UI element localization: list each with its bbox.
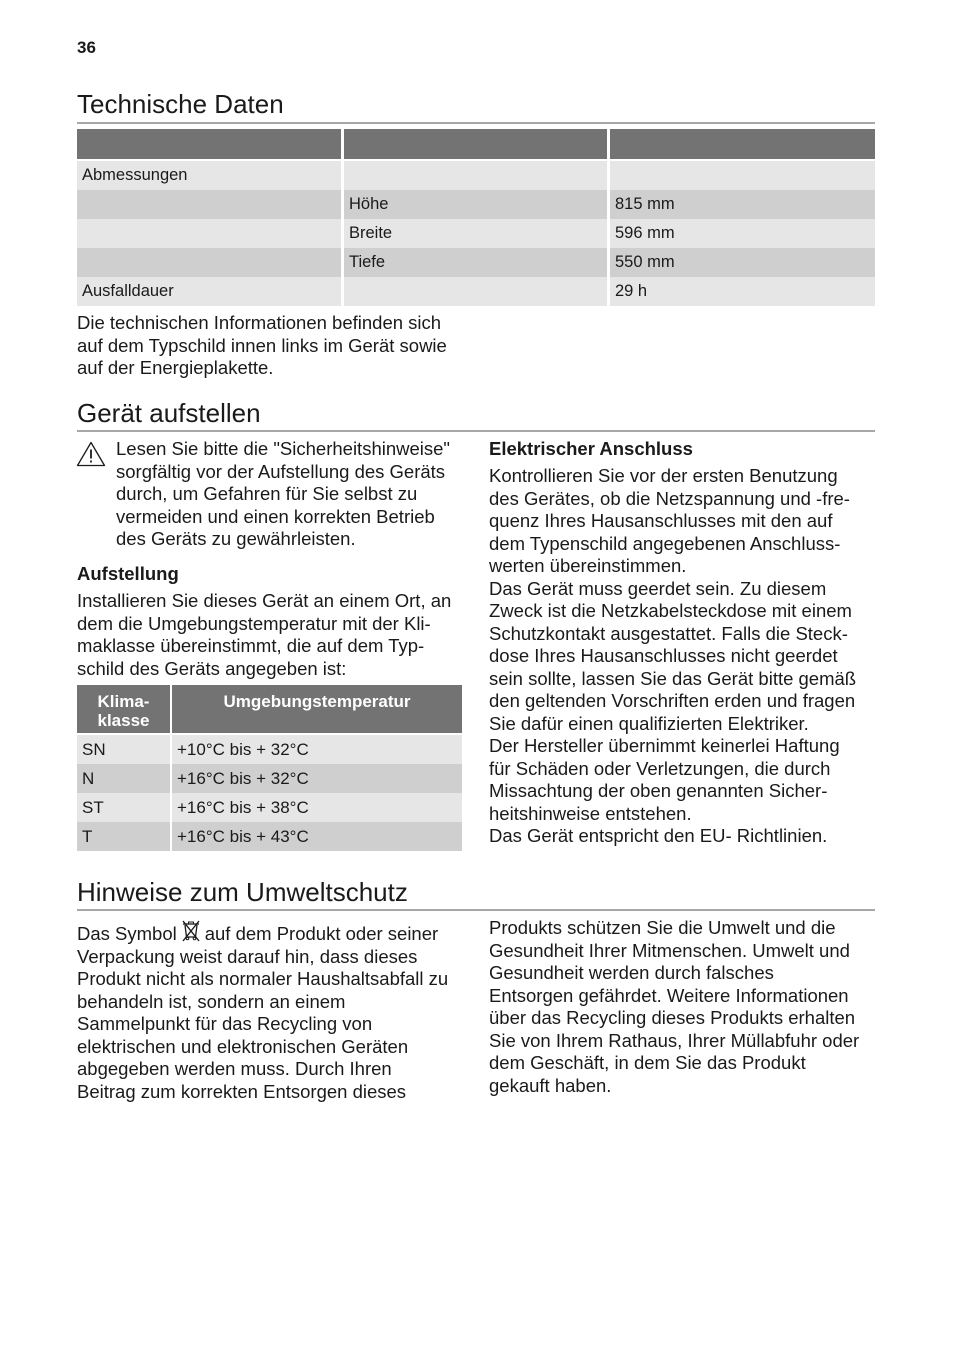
warning-triangle-icon [76,441,106,467]
tech-table-header [77,129,875,158]
table-row: Ausfalldauer 29 h [77,277,875,306]
table-row: SN +10°C bis + 32°C [77,735,462,764]
table-row: Breite 596 mm [77,219,875,248]
section-title-umweltschutz: Hinweise zum Umweltschutz [77,877,408,907]
section-rule [77,909,875,911]
table-row: N +16°C bis + 32°C [77,764,462,793]
tech-data-table [77,129,875,306]
aufstellung-text: Installieren Sie dieses Gerät an einem Ort, an dem die Umgebungstemperatur mit der Kli- maklasse übereinstimmt, die auf dem Typ- schild des Geräts angegeben ist: [77,590,452,679]
aufstellung-heading: Aufstellung [77,563,179,584]
table-row: T +16°C bis + 43°C [77,822,462,851]
safety-warning-text: Lesen Sie bitte die "Sicherheitshinweise" sorgfältig vor der Aufstellung des Geräts durch, um Gefahren für Sie selbst zu vermeiden und einen korrekten Betrieb des Geräts zu gewährleisten. [116,438,450,549]
elektrischer-anschluss-heading: Elektrischer Anschluss [489,438,693,459]
page-number: 36 [77,38,96,57]
elektrischer-anschluss-text: Kontrollieren Sie vor der ersten Benutzung des Gerätes, ob die Netzspannung und -fre- quenz Ihres Hausanschlusses mit den auf dem Typenschild angegebenen Anschluss- werten übereinstimmen. Das Gerät muss geerdet sein. Zu diesem Zweck ist die Netzkabelsteckdose mit einem Schutzkontakt ausgestattet. Falls die Steck- dose Ihres Hausanschlusses nicht geerdet sein sollte, lassen Sie das Gerät bitte gemäß den geltenden Vorschriften erden und fragen Sie dafür einen qualifizierten Elektriker. Der Hersteller übernimmt keinerlei Haftung für Schäden oder Verletzungen, die durch Missachtung der oben genannten Sicher- heitshinweise entstehen. Das Gerät entspricht den EU- Richtlinien. [489,465,857,846]
crossed-bin-icon [180,920,202,942]
table-row: Abmessungen [77,161,875,190]
table-row: ST +16°C bis + 38°C [77,793,462,822]
section-title-technische-daten: Technische Daten [77,89,284,119]
table-row: Höhe 815 mm [77,190,875,219]
umweltschutz-text-left: Das Symbol auf dem Produkt oder seiner Verpackung weist darauf hin, dass dieses Produkt nicht als normaler Haushaltsabfall zu behandeln ist, sondern an einem Sammelpunkt für das Recycling von elektrischen und elektronischen Geräten abgegeben werden muss. Durch Ihren Beitrag zum korrekten Entsorgen dieses [77,920,477,1103]
umweltschutz-text-right: Produkts schützen Sie die Umwelt und die Gesundheit Ihrer Mitmenschen. Umwelt und Gesundheit werden durch falsches Entsorgen gefährdet. Weitere Informationen über das Recycling dieses Produkts erhalten Sie von Ihrem Rathaus, Ihrer Müllabfuhr oder dem Geschäft, in dem Sie das Produkt gekauft haben. [489,917,860,1096]
section-title-geraet-aufstellen: Gerät aufstellen [77,398,261,428]
climate-class-table [77,685,462,851]
climate-table-header: Klima- klasse Umgebungstemperatur [77,685,462,733]
table-row: Tiefe 550 mm [77,248,875,277]
tech-note: Die technischen Informationen befinden sich auf dem Typschild innen links im Gerät sowie auf der Energieplakette. [77,312,447,378]
section-rule [77,430,875,432]
section-rule [77,122,875,124]
